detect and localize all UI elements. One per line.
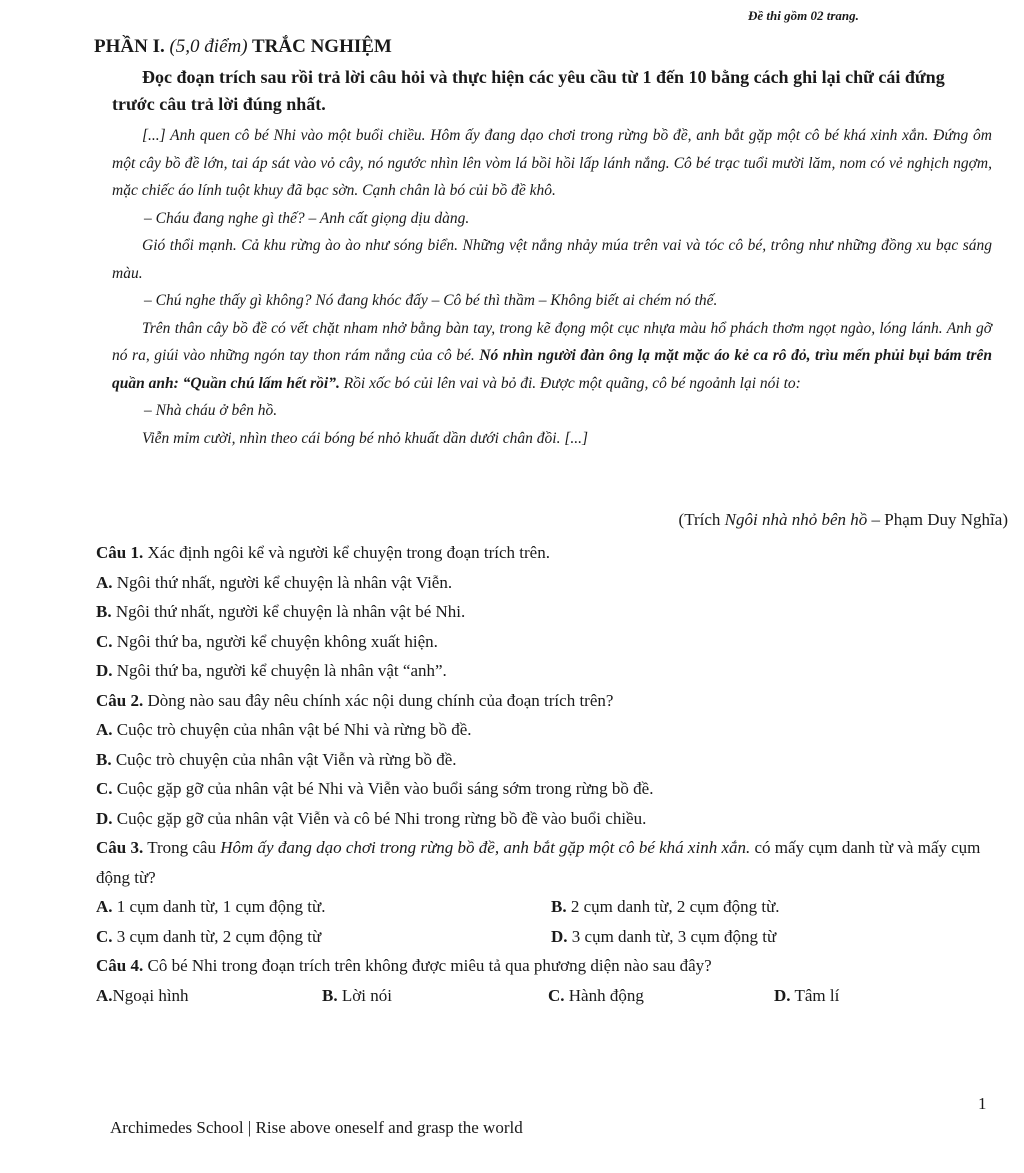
option-letter: A. bbox=[96, 897, 113, 916]
option-1d bbox=[96, 656, 996, 686]
passage-paragraph bbox=[112, 315, 992, 398]
option-text: Cuộc trò chuyện của nhân vật bé Nhi và rừng bồ đề. bbox=[116, 720, 472, 739]
option-text: Ngôi thứ ba, người kể chuyện không xuất hiện. bbox=[116, 631, 438, 651]
part-score: (5,0 điểm) bbox=[169, 36, 248, 57]
citation-suffix: – Phạm Duy Nghĩa) bbox=[867, 510, 1008, 529]
option-2a bbox=[96, 715, 996, 745]
option-letter: B. bbox=[551, 897, 567, 916]
header-note: Đề thi gồm 02 trang. bbox=[748, 8, 859, 23]
page-number: 1 bbox=[978, 1094, 987, 1113]
option-4b bbox=[322, 981, 548, 1011]
option-letter: A. bbox=[96, 985, 113, 1005]
option-1c bbox=[96, 627, 996, 657]
passage-paragraph: [...] Anh quen cô bé Nhi vào một buổi chiều. Hôm ấy đang dạo chơi trong rừng bồ đề, anh bắt gặp một cô bé khá xinh xắn. Đứng ôm một cây bồ đề lớn, tai áp sát vào vỏ cây, nó ngước nhìn lên vòm lá bồi hồi lấp lánh nắng. Cô bé trạc tuổi mười lăm, nom có vẻ nghịch ngợm, mặc chiếc áo lính tuột khuy đã bạc sờn. Cạnh chân là bó củi bồ đề khô. bbox=[112, 127, 992, 199]
option-1a bbox=[96, 568, 996, 598]
passage-text: Rồi xốc bó củi lên vai và bỏ đi. Được một quãng, cô bé ngoảnh lại nói to: bbox=[339, 374, 801, 392]
option-text: Tâm lí bbox=[794, 985, 840, 1005]
question-4 bbox=[96, 951, 996, 981]
option-text: Ngôi thứ nhất, người kể chuyện là nhân vật Viễn. bbox=[116, 572, 453, 592]
options-grid bbox=[96, 981, 996, 1011]
option-4a bbox=[96, 981, 322, 1011]
question-quoted-sentence: Hôm ấy đang dạo chơi trong rừng bồ đề, anh bắt gặp một cô bé khá xinh xắn. bbox=[220, 838, 751, 857]
option-text: Ngôi thứ nhất, người kể chuyện là nhân vật bé Nhi. bbox=[115, 602, 466, 621]
option-letter: C. bbox=[96, 926, 113, 946]
passage-bold-text: Nó nhìn người đàn ông lạ mặt mặc áo kẻ ca rô đỏ, trìu mến phủi bụi bám trên quần anh: “Quần chú lấm hết rồi”. bbox=[112, 347, 992, 392]
passage-dialogue: – Cháu đang nghe gì thế? – Anh cất giọng dịu dàng. bbox=[144, 209, 470, 227]
question-text: Dòng nào sau đây nêu chính xác nội dung chính của đoạn trích trên? bbox=[147, 690, 614, 710]
option-text: Cuộc gặp gỡ của nhân vật bé Nhi và Viễn vào buổi sáng sớm trong rừng bồ đề. bbox=[116, 779, 654, 798]
option-text: Ngoại hình bbox=[112, 985, 189, 1005]
question-number: Câu 4. bbox=[96, 956, 144, 975]
option-text: 1 cụm danh từ, 1 cụm động từ. bbox=[116, 897, 326, 916]
citation-title: Ngôi nhà nhỏ bên hồ bbox=[724, 510, 868, 529]
option-3a bbox=[96, 892, 551, 922]
option-text: Cuộc gặp gỡ của nhân vật Viễn và cô bé Nhi trong rừng bồ đề vào buổi chiều. bbox=[116, 808, 647, 828]
option-text: 3 cụm danh từ, 3 cụm động từ bbox=[571, 926, 777, 946]
option-text: 2 cụm danh từ, 2 cụm động từ. bbox=[570, 897, 780, 916]
question-text: Xác định ngôi kể và người kể chuyện trong đoạn trích trên. bbox=[147, 543, 550, 562]
option-3c bbox=[96, 922, 551, 952]
option-2d bbox=[96, 804, 996, 834]
footer: Archimedes School | Rise above oneself and grasp the world bbox=[110, 1118, 523, 1137]
reading-passage bbox=[112, 122, 992, 452]
option-text: Ngôi thứ ba, người kể chuyện là nhân vật “anh”. bbox=[116, 661, 447, 680]
option-2b bbox=[96, 745, 996, 775]
option-1b bbox=[96, 597, 996, 627]
passage-paragraph: Gió thổi mạnh. Cả khu rừng ào ào như sóng biển. Những vệt nắng nhảy múa trên vai và tóc cô bé, trông như những đồng xu bạc sáng màu. bbox=[112, 237, 992, 282]
questions-section bbox=[96, 538, 996, 1010]
part-name: TRẮC NGHIỆM bbox=[252, 36, 392, 57]
passage-paragraph: Viễn mỉm cười, nhìn theo cái bóng bé nhỏ khuất dần dưới chân đồi. [...] bbox=[142, 429, 589, 447]
option-letter: B. bbox=[96, 602, 112, 621]
option-letter: A. bbox=[96, 572, 113, 592]
passage-dialogue: – Nhà cháu ở bên hồ. bbox=[144, 402, 278, 419]
question-2 bbox=[96, 686, 996, 716]
part-title bbox=[94, 36, 392, 58]
option-letter: A. bbox=[96, 720, 113, 739]
options-grid bbox=[96, 892, 996, 951]
option-letter: D. bbox=[96, 661, 113, 680]
part-label: PHẦN I. bbox=[94, 36, 165, 57]
question-1 bbox=[96, 538, 996, 568]
option-4d bbox=[774, 981, 996, 1011]
question-3 bbox=[96, 833, 996, 892]
option-letter: D. bbox=[774, 985, 791, 1005]
option-text: Lời nói bbox=[341, 985, 392, 1005]
question-number: Câu 2. bbox=[96, 690, 144, 710]
option-letter: C. bbox=[548, 985, 565, 1005]
option-2c bbox=[96, 774, 996, 804]
passage-dialogue: – Chú nghe thấy gì không? Nó đang khóc đấy – Cô bé thì thầm – Không biết ai chém nó thế. bbox=[144, 292, 718, 309]
option-text: 3 cụm danh từ, 2 cụm động từ bbox=[116, 926, 322, 946]
option-letter: D. bbox=[551, 926, 568, 946]
passage-text: Trên thân cây bồ đề có vết chặt nham nhở bằng bàn tay, trong kẽ đọng một cục nhựa màu hổ phách thơm ngọt ngào, lóng lánh. Anh gỡ nó ra, giúi vào những ngón tay thon rám nắng của cô bé. bbox=[112, 319, 992, 364]
option-3d bbox=[551, 922, 996, 952]
option-letter: C. bbox=[96, 779, 113, 798]
question-text: Trong câu bbox=[147, 838, 221, 857]
option-letter: B. bbox=[96, 749, 112, 769]
option-3b bbox=[551, 892, 996, 922]
option-letter: C. bbox=[96, 631, 113, 651]
option-4c bbox=[548, 981, 774, 1011]
instruction: Đọc đoạn trích sau rồi trả lời câu hỏi và thực hiện các yêu cầu từ 1 đến 10 bằng cách ghi lại chữ cái đứng trước câu trả lời đúng nhất. bbox=[112, 67, 945, 114]
question-text: có mấy cụm danh từ và mấy cụm động từ? bbox=[96, 838, 981, 887]
citation-prefix: (Trích bbox=[678, 510, 725, 529]
citation bbox=[679, 510, 1008, 530]
question-number: Câu 3. bbox=[96, 838, 144, 857]
question-text: Cô bé Nhi trong đoạn trích trên không được miêu tả qua phương diện nào sau đây? bbox=[147, 956, 712, 975]
question-number: Câu 1. bbox=[96, 543, 144, 562]
option-letter: B. bbox=[322, 985, 338, 1005]
option-text: Cuộc trò chuyện của nhân vật Viễn và rừng bồ đề. bbox=[115, 749, 457, 769]
option-text: Hành động bbox=[568, 985, 644, 1005]
option-letter: D. bbox=[96, 808, 113, 828]
